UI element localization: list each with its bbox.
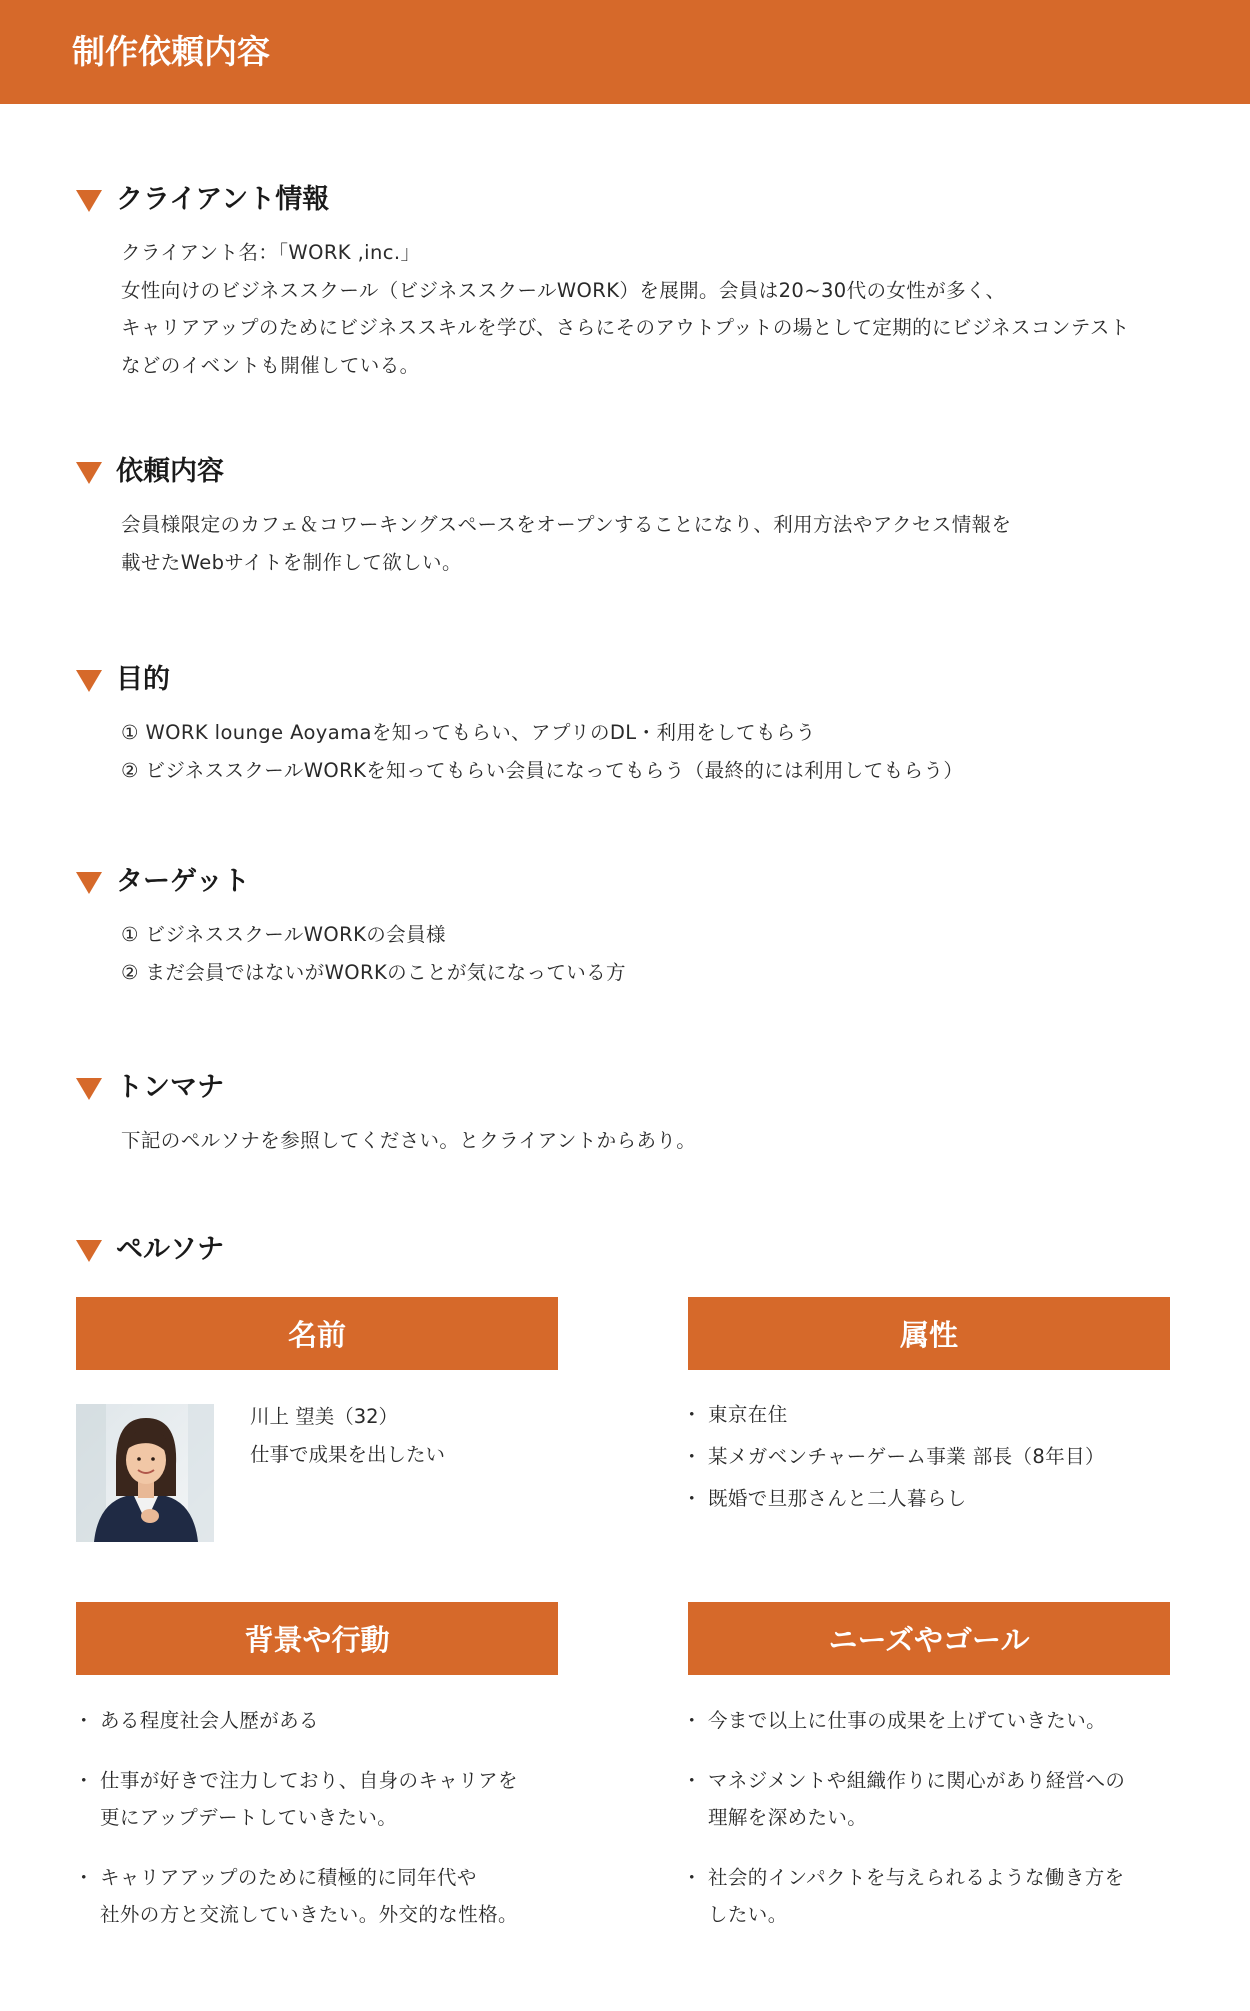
list-line: ・ 今まで以上に仕事の成果を上げていきたい。 xyxy=(708,1709,1107,1732)
list-line: ・ 仕事が好きで注力しており、自身のキャリアを xyxy=(100,1769,518,1792)
list-item xyxy=(80,1762,518,1836)
needs-list xyxy=(688,1702,1125,1933)
body-line: ① WORK lounge Aoyamaを知ってもらい、アプリのDL・利用をしてもらう xyxy=(121,721,816,744)
list-line: 理解を深めたい。 xyxy=(708,1806,868,1829)
woman-portrait-icon xyxy=(76,1404,214,1542)
list-item: ・ 某メガベンチャーゲーム事業 部長（8年目） xyxy=(688,1436,1105,1478)
list-item xyxy=(80,1859,518,1933)
list-item: ・ 既婚で旦那さんと二人暮らし xyxy=(688,1478,1105,1520)
banner-attributes: 属性 xyxy=(688,1297,1170,1370)
section-title: クライアント情報 xyxy=(116,184,330,215)
body-line: ① ビジネススクールWORKの会員様 xyxy=(121,923,446,946)
triangle-down-icon xyxy=(76,872,102,894)
persona-photo xyxy=(76,1404,214,1542)
list-line: したい。 xyxy=(708,1903,788,1926)
section-title: ターゲット xyxy=(116,866,250,897)
body-line: 載せたWebサイトを制作して欲しい。 xyxy=(121,550,462,574)
section-title: 目的 xyxy=(116,664,170,695)
list-item: ・ 東京在住 xyxy=(688,1394,1105,1436)
triangle-down-icon xyxy=(76,190,102,212)
persona-tagline: 仕事で成果を出したい xyxy=(250,1443,446,1466)
body-line: 会員様限定のカフェ＆コワーキングスペースをオープンすることになり、利用方法やアクセス情報を xyxy=(121,513,1012,536)
triangle-down-icon xyxy=(76,1240,102,1262)
banner-background: 背景や行動 xyxy=(76,1602,558,1675)
triangle-down-icon xyxy=(76,462,102,484)
persona-name: 川上 望美（32） xyxy=(250,1405,399,1428)
list-item xyxy=(688,1702,1125,1739)
body-line: 女性向けのビジネススクール（ビジネススクールWORK）を展開。会員は20~30代の女性が多く、 xyxy=(121,278,1006,302)
section-body xyxy=(121,714,1211,789)
list-line: ・ ある程度社会人歴がある xyxy=(100,1709,319,1732)
background-list xyxy=(80,1702,518,1933)
list-item xyxy=(688,1762,1125,1836)
list-line: ・ 社会的インパクトを与えられるような働き方を xyxy=(708,1866,1125,1889)
persona-name-block xyxy=(250,1398,445,1474)
body-line: ② ビジネススクールWORKを知ってもらい会員になってもらう（最終的には利用してもらう） xyxy=(121,758,964,782)
section-body xyxy=(121,506,1211,581)
section-body xyxy=(121,1122,1211,1160)
body-line: クライアント名：「WORK ,inc.」 xyxy=(121,241,421,264)
list-line: 社外の方と交流していきたい。外交的な性格。 xyxy=(100,1903,518,1926)
section-body xyxy=(121,234,1211,384)
section-title: ペルソナ xyxy=(116,1234,224,1265)
list-line: 更にアップデートしていきたい。 xyxy=(100,1806,398,1829)
section-title: トンマナ xyxy=(116,1072,224,1103)
list-line: ・ マネジメントや組織作りに関心があり経営への xyxy=(708,1769,1126,1792)
page-title: 制作依頼内容 xyxy=(72,32,270,71)
list-item xyxy=(688,1859,1125,1933)
header-bar xyxy=(0,0,1250,104)
body-line: などのイベントも開催している。 xyxy=(121,353,420,377)
body-line: 下記のペルソナを参照してください。とクライアントからあり。 xyxy=(121,1129,697,1152)
body-line: キャリアアップのためにビジネススキルを学び、さらにそのアウトプットの場として定期的にビジネスコンテスト xyxy=(121,316,1130,339)
triangle-down-icon xyxy=(76,1078,102,1100)
triangle-down-icon xyxy=(76,670,102,692)
banner-name: 名前 xyxy=(76,1297,558,1370)
attribute-list xyxy=(688,1394,1105,1520)
list-line: ・ キャリアアップのために積極的に同年代や xyxy=(100,1866,477,1889)
banner-needs: ニーズやゴール xyxy=(688,1602,1170,1675)
body-line: ② まだ会員ではないがWORKのことが気になっている方 xyxy=(121,960,626,984)
list-item xyxy=(80,1702,518,1739)
section-body xyxy=(121,916,1211,991)
section-title: 依頼内容 xyxy=(116,456,224,487)
